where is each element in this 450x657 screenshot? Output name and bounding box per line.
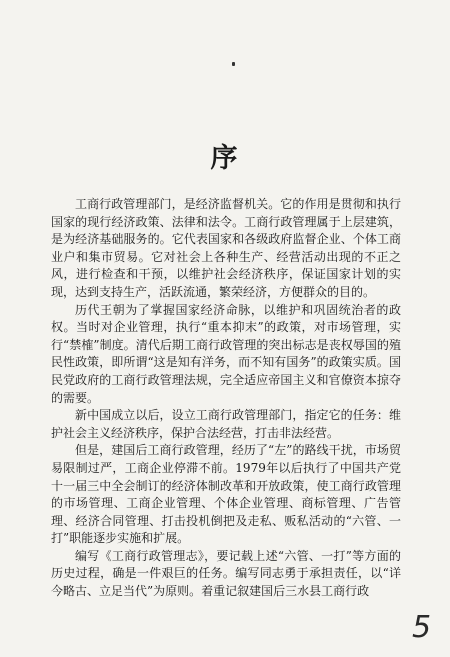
preface-body (51, 196, 401, 601)
handwritten-page-number: 5 (412, 610, 432, 645)
paragraph: 新中国成立以后，设立工商行政管理部门，指定它的任务：维护社会主义经济秩序，保护合法经营，打击非法经营。 (51, 408, 401, 440)
paragraph: 编写《工商行政管理志》，要记载上述“六管、一打”等方面的历史过程，确是一件艰巨的任务。编写同志勇于承担责任，以“详今略古、立足当代”为原则。着重记叙建国后三水县工商行政 (51, 548, 401, 599)
paragraph: 工商行政管理部门，是经济监督机关。它的作用是贯彻和执行国家的现行经济政策、法律和法令。工商行政管理属于上层建筑，是为经济基础服务的。它代表国家和各级政府监督企业、个体工商业户和集市贸易。它对社会上各种生产、经营活动出现的不正之风，进行检查和干预，以维护社会经济秩序，保证国家计划的实现，达到支持生产，活跃流通，繁荣经济，方便群众的目的。 (51, 197, 401, 299)
page-title: 序 (210, 143, 240, 174)
paragraph: 历代王朝为了掌握国家经济命脉，以维护和巩固统治者的政权。当时对企业管理，执行“重本抑末”的政策，对市场管理，实行“禁榷”制度。清代后期工商行政管理的突出标志是丧权辱国的殖民性政策，即所谓“这是知有洋务，而不知有国务”的政策实质。国民党政府的工商行政管理法规，完全适应帝国主义和官僚资本掠夺的需要。 (51, 302, 401, 405)
paragraph: 但是，建国后工商行政管理，经历了“左”的路线干扰，市场贸易限制过严，工商企业停滞不前。1979年以后执行了中国共产党十一届三中全会制订的经济体制改革和开放政策，使工商行政管理的市场管理、工商企业管理、个体企业管理、商标管理、广告管理、经济合同管理、打击投机倒把及走私、贩私活动的“六管、一打”职能逐步实施和扩展。 (51, 443, 401, 546)
scan-speck (232, 62, 235, 66)
